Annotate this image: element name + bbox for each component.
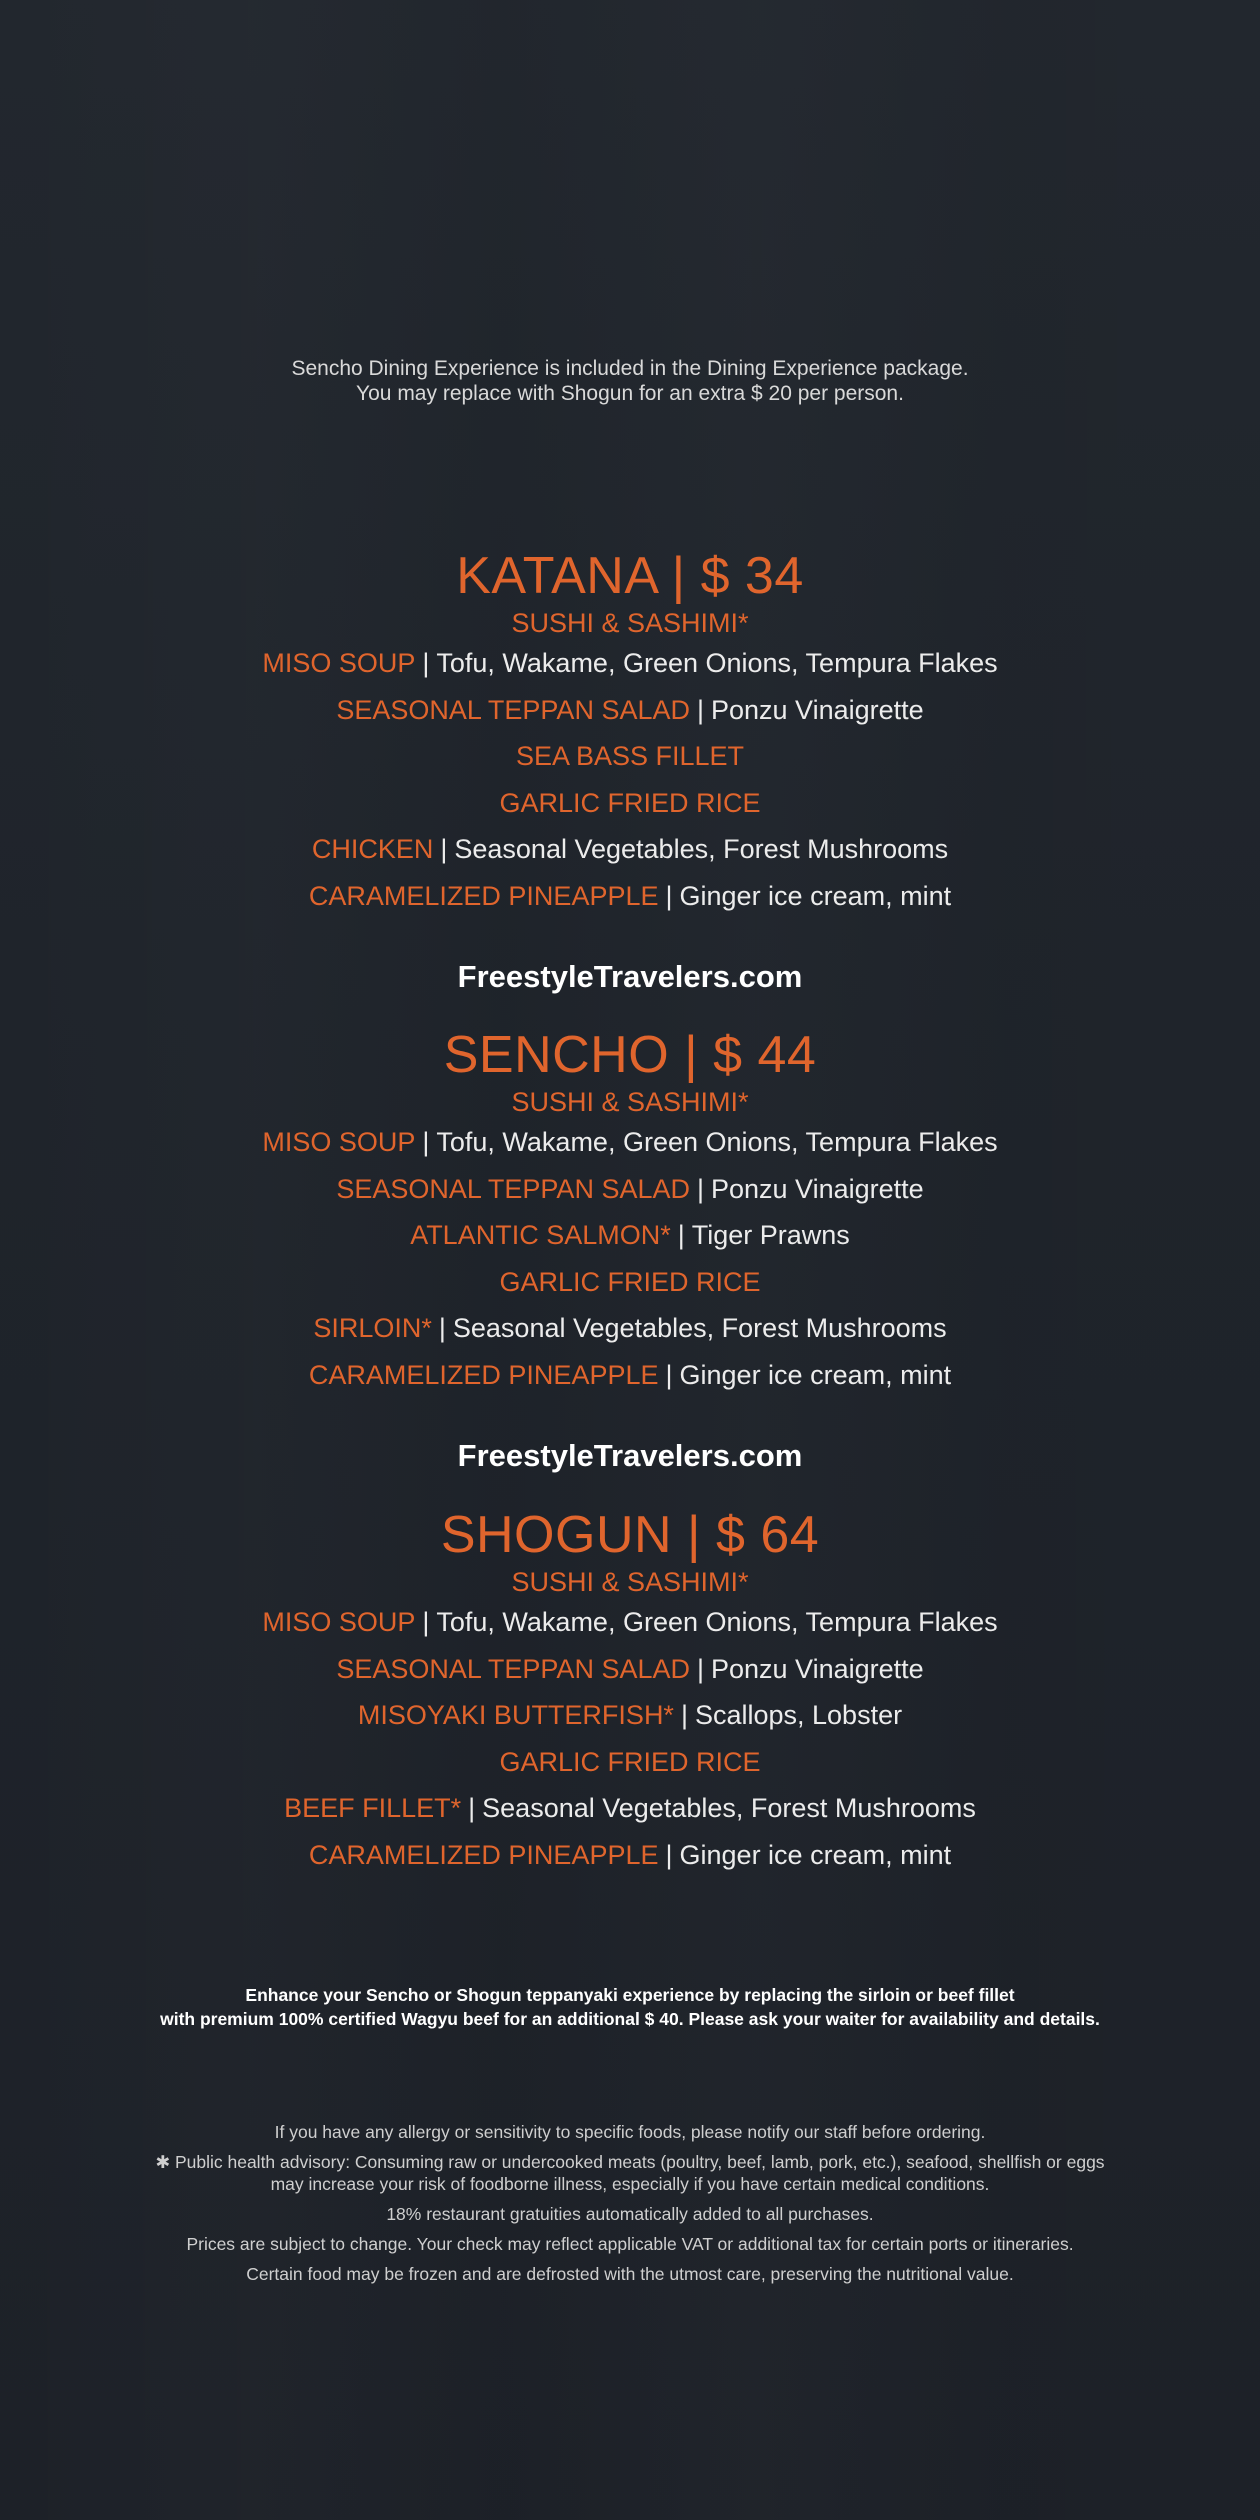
allergy-note: If you have any allergy or sensitivity to specific foods, please notify our staff before ordering. (274, 2122, 986, 2142)
dish-name: GARLIC FRIED RICE (499, 787, 761, 818)
item-separator: | (665, 1839, 673, 1870)
dish-description: Seasonal Vegetables, Forest Mushrooms (452, 1313, 947, 1344)
item-separator: | (665, 1359, 673, 1390)
menu-title: SENCHO | $ 44 (443, 1026, 817, 1084)
dish-name: CARAMELIZED PINEAPPLE (308, 1359, 659, 1390)
menu-item (0, 1790, 1260, 1837)
menu-item (0, 1744, 1260, 1791)
item-separator: | (696, 1653, 704, 1684)
dish-name: SEASONAL TEPPAN SALAD (336, 694, 690, 725)
advisory-note-line-1: ✱ Public health advisory: Consuming raw or undercooked meats (poultry, beef, lamb, pork, etc.), seafood, shellfish or eggs (155, 2152, 1105, 2172)
dish-description: Tofu, Wakame, Green Onions, Tempura Flakes (436, 1607, 998, 1637)
menu-subtitle: SUSHI & SASHIMI* (511, 1087, 749, 1117)
enhance-line-1: Enhance your Sencho or Shogun teppanyaki experience by replacing the sirloin or beef fillet (245, 1985, 1015, 2005)
menu-section-katana (0, 547, 1260, 925)
dish-name: MISO SOUP (262, 1607, 416, 1637)
menu-item (0, 1310, 1260, 1357)
intro-line-2: You may replace with Shogun for an extra $ 20 per person. (356, 382, 904, 405)
dish-description: Seasonal Vegetables, Forest Mushrooms (454, 834, 949, 865)
dish-name: SIRLOIN* (313, 1313, 432, 1344)
dish-description: Ginger ice cream, mint (679, 1359, 952, 1390)
dish-name: CARAMELIZED PINEAPPLE (308, 1839, 659, 1870)
menu-section-shogun (0, 1506, 1260, 1884)
intro-line-1: Sencho Dining Experience is included in the Dining Experience package. (291, 357, 969, 380)
item-separator: | (438, 1313, 446, 1344)
dish-description: Ginger ice cream, mint (679, 1839, 952, 1870)
menu-subtitle: SUSHI & SASHIMI* (511, 1567, 749, 1597)
dish-name: CARAMELIZED PINEAPPLE (308, 880, 659, 911)
menu-item (0, 878, 1260, 925)
watermark-text: FreestyleTravelers.com (457, 959, 803, 994)
dish-description: Tofu, Wakame, Green Onions, Tempura Flakes (436, 1127, 998, 1157)
dish-description: Ponzu Vinaigrette (711, 1653, 924, 1684)
menu-title: SHOGUN | $ 64 (440, 1506, 820, 1564)
item-separator: | (422, 1607, 430, 1637)
menu-item (0, 831, 1260, 878)
menu-title: KATANA | $ 34 (456, 547, 804, 605)
menu-item (0, 1124, 1260, 1171)
menu-item (0, 785, 1260, 832)
dish-description: Ponzu Vinaigrette (711, 1173, 924, 1204)
dish-name: SEASONAL TEPPAN SALAD (336, 1653, 690, 1684)
dish-name: SEASONAL TEPPAN SALAD (336, 1173, 690, 1204)
dish-name: ATLANTIC SALMON* (410, 1220, 671, 1251)
dish-name: MISOYAKI BUTTERFISH* (357, 1700, 674, 1731)
item-separator: | (422, 1127, 430, 1157)
menu-items (0, 1604, 1260, 1884)
dish-description: Tofu, Wakame, Green Onions, Tempura Flakes (436, 648, 998, 678)
enhance-line-2: with premium 100% certified Wagyu beef for an additional $ 40. Please ask your waiter for availability and details. (160, 2009, 1100, 2029)
dish-name: MISO SOUP (262, 648, 416, 678)
dish-description: Ginger ice cream, mint (679, 880, 952, 911)
menu-item (0, 1604, 1260, 1651)
menu-item (0, 1357, 1260, 1404)
prices-note: Prices are subject to change. Your check may reflect applicable VAT or additional tax for certain ports or itineraries. (186, 2234, 1074, 2254)
menu-section-sencho (0, 1026, 1260, 1404)
menu-item (0, 692, 1260, 739)
advisory-note-line-2: may increase your risk of foodborne illness, especially if you have certain medical conditions. (270, 2174, 990, 2194)
dish-name: GARLIC FRIED RICE (499, 1266, 761, 1297)
gratuity-note: 18% restaurant gratuities automatically added to all purchases. (386, 2204, 874, 2224)
item-separator: | (677, 1220, 685, 1251)
dish-description: Tiger Prawns (691, 1220, 850, 1251)
menu-item (0, 1697, 1260, 1744)
intro-text (0, 356, 1260, 406)
item-separator: | (468, 1793, 476, 1824)
dish-description: Scallops, Lobster (694, 1700, 903, 1731)
menu-items (0, 1124, 1260, 1404)
frozen-food-note: Certain food may be frozen and are defrosted with the utmost care, preserving the nutritional value. (246, 2264, 1014, 2284)
footnotes (0, 2121, 1260, 2293)
item-separator: | (696, 694, 704, 725)
menu-items (0, 645, 1260, 925)
menu-item (0, 1837, 1260, 1884)
dish-name: GARLIC FRIED RICE (499, 1746, 761, 1777)
menu-subtitle: SUSHI & SASHIMI* (511, 608, 749, 638)
item-separator: | (422, 648, 430, 678)
menu-item (0, 738, 1260, 785)
dish-name: BEEF FILLET* (284, 1793, 462, 1824)
dish-description: Ponzu Vinaigrette (711, 694, 924, 725)
menu-item (0, 1651, 1260, 1698)
dish-name: MISO SOUP (262, 1127, 416, 1157)
menu-item (0, 645, 1260, 692)
wagyu-upgrade-note (0, 1983, 1260, 2031)
dish-description: Seasonal Vegetables, Forest Mushrooms (482, 1793, 976, 1824)
dish-name: SEA BASS FILLET (515, 741, 745, 772)
item-separator: | (440, 834, 448, 865)
item-separator: | (665, 880, 673, 911)
item-separator: | (696, 1173, 704, 1204)
item-separator: | (680, 1700, 688, 1731)
menu-item (0, 1171, 1260, 1218)
watermark-text: FreestyleTravelers.com (457, 1438, 803, 1473)
menu-item (0, 1264, 1260, 1311)
dish-name: CHICKEN (311, 834, 434, 865)
menu-item (0, 1217, 1260, 1264)
